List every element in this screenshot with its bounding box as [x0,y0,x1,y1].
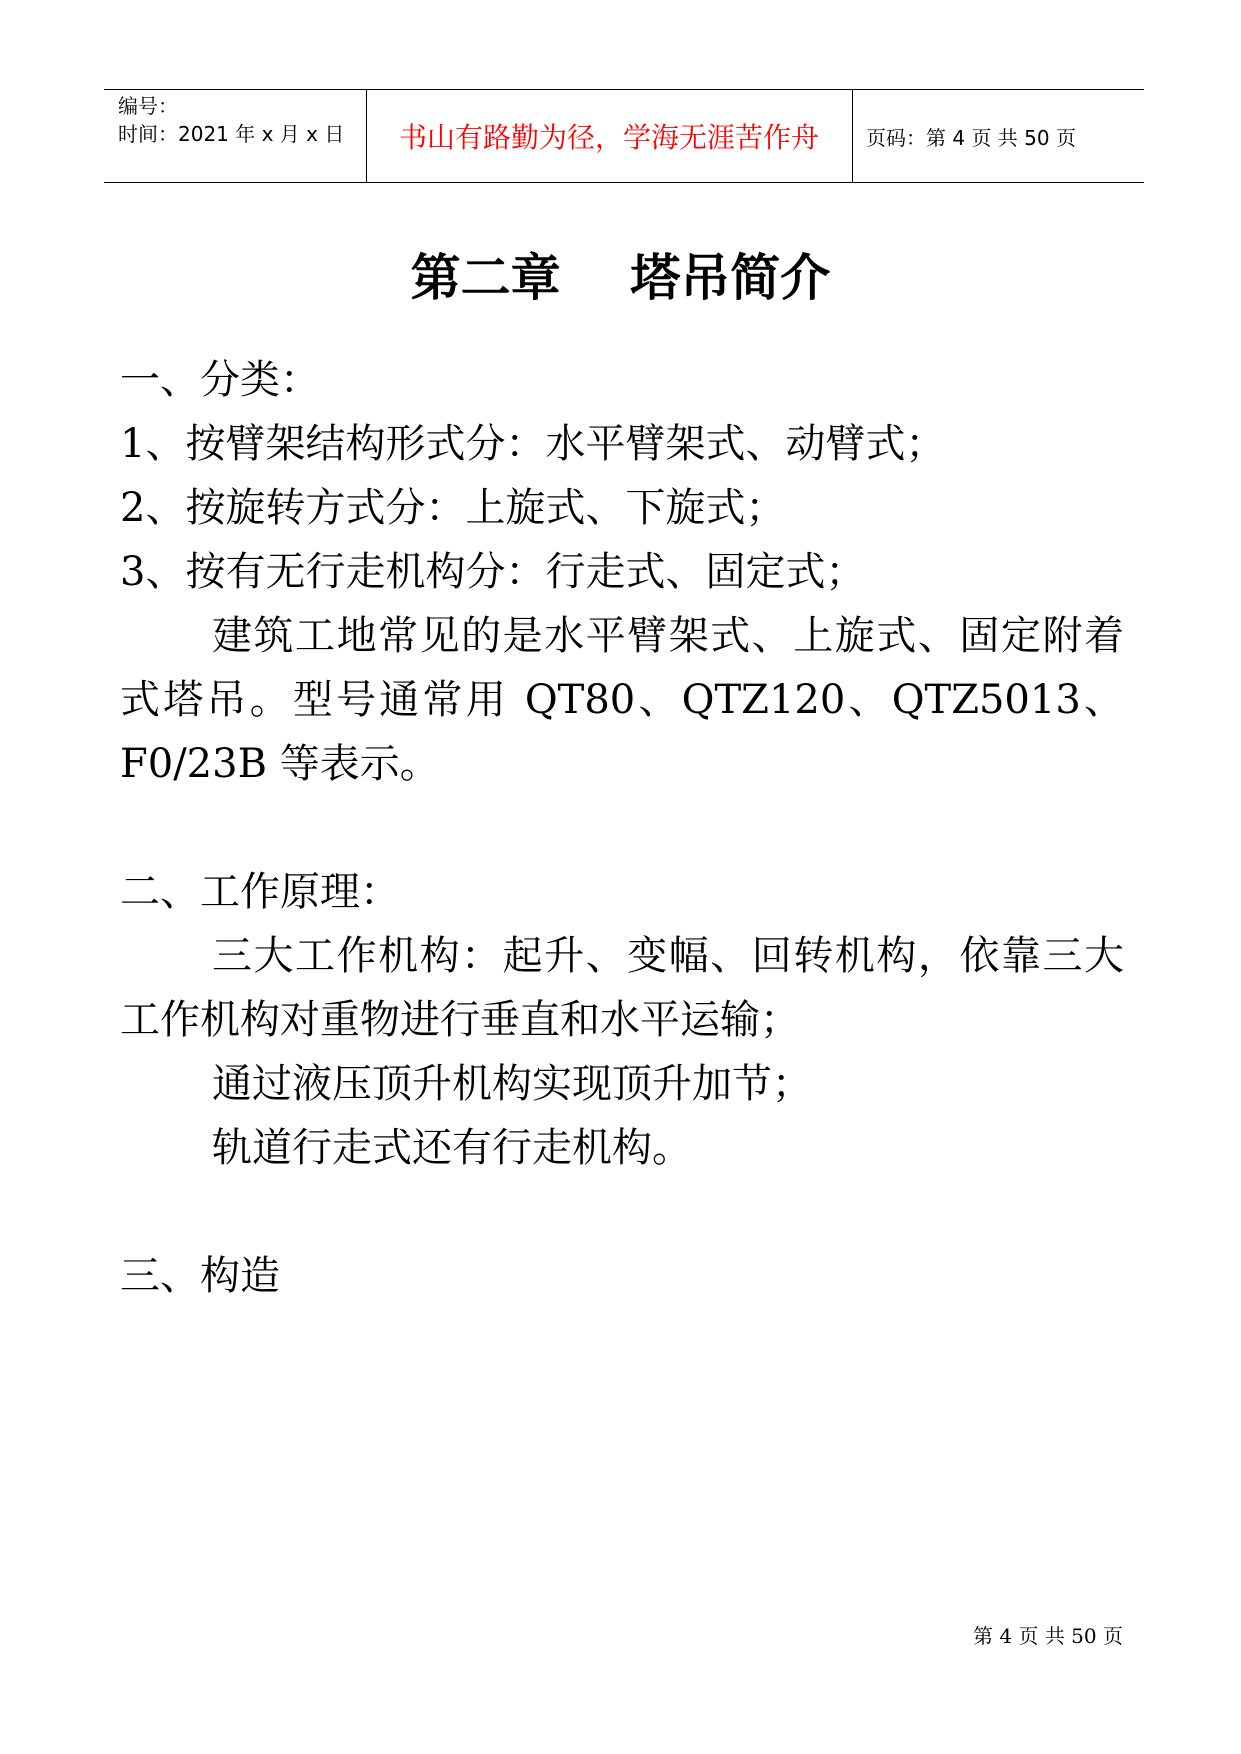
paragraph: 通过液压顶升机构实现顶升加节； [212,1061,812,1107]
number-label: 编号： [118,94,178,118]
header-motto: 书山有路勤为径，学海无涯苦作舟 [398,121,819,154]
section-heading: 二、工作原理： [120,869,400,915]
document-body [120,348,1124,1308]
header-meta [118,92,344,148]
header-divider [852,90,853,182]
section-heading: 一、分类： [120,357,320,403]
paragraph: 轨道行走式还有行走机构。 [212,1125,692,1171]
paragraph: 建筑工地常见的是水平臂架式、上旋式、固定附着式塔吊。型号通常用 QT80、QTZ120、QTZ5013、F0/23B 等表示。 [120,613,1124,787]
page-header [104,89,1144,183]
paragraph: 三大工作机构：起升、变幅、回转机构，依靠三大工作机构对重物进行垂直和水平运输； [120,933,1124,1043]
spacer [120,796,1124,860]
list-item: 2、按旋转方式分：上旋式、下旋式； [120,485,786,531]
section-heading: 三、构造 [120,1253,280,1299]
list-item: 1、按臂架结构形式分：水平臂架式、动臂式； [120,421,946,467]
time-label: 时间：2021 年 x 月 x 日 [118,122,345,146]
list-item: 3、按有无行走机构分：行走式、固定式； [120,549,866,595]
page-footer: 第 4 页 共 50 页 [973,1624,1123,1648]
header-page-info: 页码：第 4 页 共 50 页 [866,126,1076,150]
chapter-title: 第二章 塔吊简介 [410,249,831,307]
spacer [120,1180,1124,1244]
